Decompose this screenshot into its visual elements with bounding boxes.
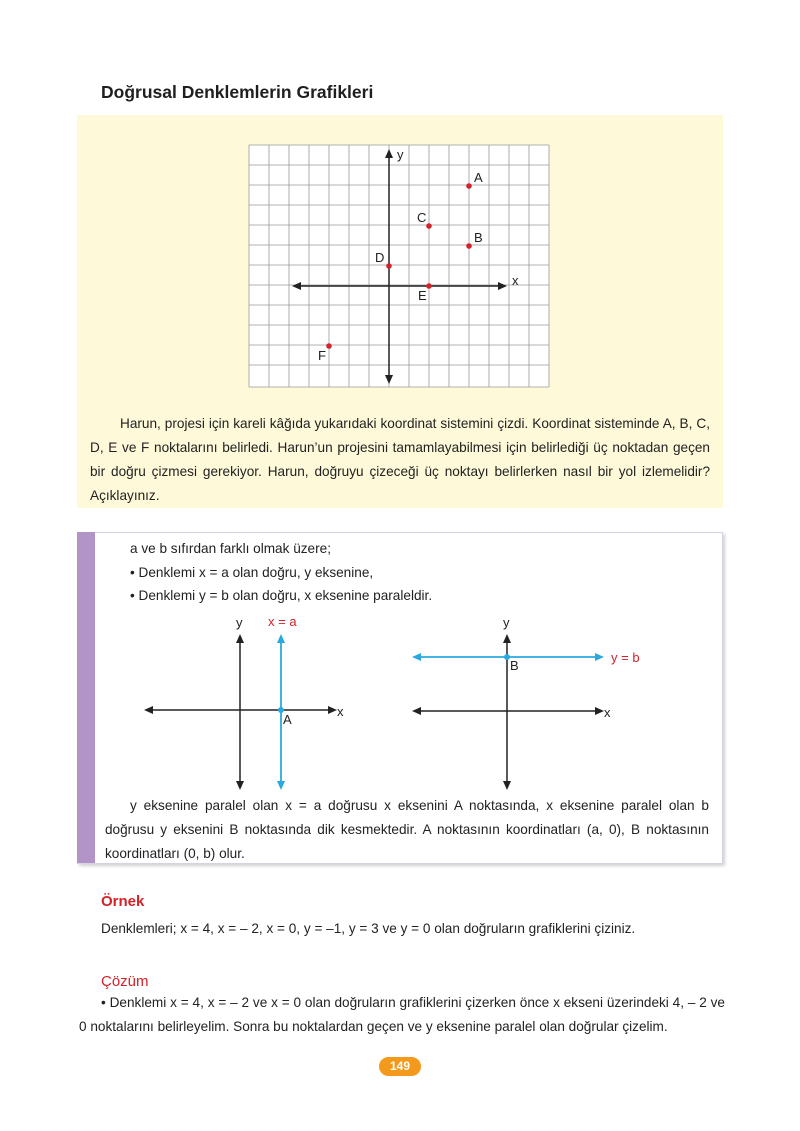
info-bullet-2: • Denklemi y = b olan doğru, x eksenine paraleldir.	[130, 588, 433, 603]
grid-point-e	[426, 283, 432, 289]
grid-point-label-b: B	[474, 230, 483, 245]
page-number-badge: 149	[379, 1057, 421, 1076]
line-y-equals-b-label: y = b	[611, 650, 640, 665]
left-x-label: x	[337, 704, 344, 719]
grid-point-d	[386, 263, 392, 269]
left-y-label: y	[236, 615, 243, 630]
line-y-equals-b-right-arrow	[595, 653, 604, 661]
right-y-axis-bottom-arrow	[503, 781, 511, 790]
parallel-lines-figures	[0, 600, 800, 800]
example-text: Denklemleri; x = 4, x = – 2, x = 0, y = –1, y = 3 ve y = 0 olan doğruların grafiklerini çiziniz.	[101, 921, 636, 936]
left-y-axis-bottom-arrow	[236, 781, 244, 790]
grid-y-axis-label: y	[397, 147, 404, 162]
left-x-axis-left-arrow	[144, 706, 153, 714]
point-b-label: B	[510, 658, 519, 673]
page-title: Doğrusal Denklemlerin Grafikleri	[101, 82, 374, 102]
info-bullet-1: • Denklemi x = a olan doğru, y eksenine,	[130, 565, 374, 580]
right-y-label: y	[503, 615, 510, 630]
grid-point-label-d: D	[375, 250, 385, 265]
grid-x-axis-label: x	[512, 273, 519, 288]
figure-y-equals-b	[412, 615, 640, 790]
left-y-axis-top-arrow	[236, 634, 244, 643]
grid-point-label-e: E	[418, 288, 427, 303]
grid-point-label-a: A	[474, 170, 483, 185]
line-x-equals-a-bottom-arrow	[277, 781, 285, 790]
grid-point-f	[326, 343, 332, 349]
line-x-equals-a-top-arrow	[277, 634, 285, 643]
info-intro: a ve b sıfırdan farklı olmak üzere;	[130, 541, 331, 556]
right-x-label: x	[604, 705, 611, 720]
solution-text: • Denklemi x = 4, x = – 2 ve x = 0 olan doğruların grafiklerini çizerken önce x ekseni üzerindeki 4, – 2 ve 0 noktalarını belirleyelim. Sonra bu noktalardan geçen ve y eksenine paralel olan doğrular çizelim.	[79, 995, 725, 1034]
grid-point-c	[426, 223, 432, 229]
grid-paper	[249, 145, 549, 387]
line-x-equals-a-label: x = a	[268, 614, 297, 629]
right-y-axis-top-arrow	[503, 634, 511, 643]
right-x-axis-right-arrow	[595, 707, 604, 715]
solution-heading: Çözüm	[101, 973, 149, 990]
point-a-label: A	[283, 712, 292, 727]
example-heading: Örnek	[101, 893, 145, 910]
intro-paragraph: Harun, projesi için kareli kâğıda yukarıdaki koordinat sistemini çizdi. Koordinat sisteminde A, B, C, D, E ve F noktalarını belirledi. Harun’un projesini tamamlayabilmesi için belirlediği üç noktadan geçen bir doğru çizmesi gerekiyor. Harun, doğruyu çizeceği üç noktayı belirlerken nasıl bir yol izlemelidir? Açıklayınız.	[90, 416, 710, 503]
grid-point-label-c: C	[417, 210, 427, 225]
info-paragraph: y eksenine paralel olan x = a doğrusu x eksenini A noktasında, x eksenine paralel olan b doğrusu y eksenini B noktasında dik kesmektedir. A noktasının koordinatları (a, 0), B noktasının koordinatları (0, b) olur.	[105, 798, 709, 861]
left-x-axis-right-arrow	[328, 706, 337, 714]
figure-x-equals-a	[144, 614, 344, 790]
grid-point-b	[466, 243, 472, 249]
grid-point-label-f: F	[318, 348, 326, 363]
line-y-equals-b-left-arrow	[412, 653, 421, 661]
grid-point-a	[466, 183, 472, 189]
right-x-axis-left-arrow	[412, 707, 421, 715]
